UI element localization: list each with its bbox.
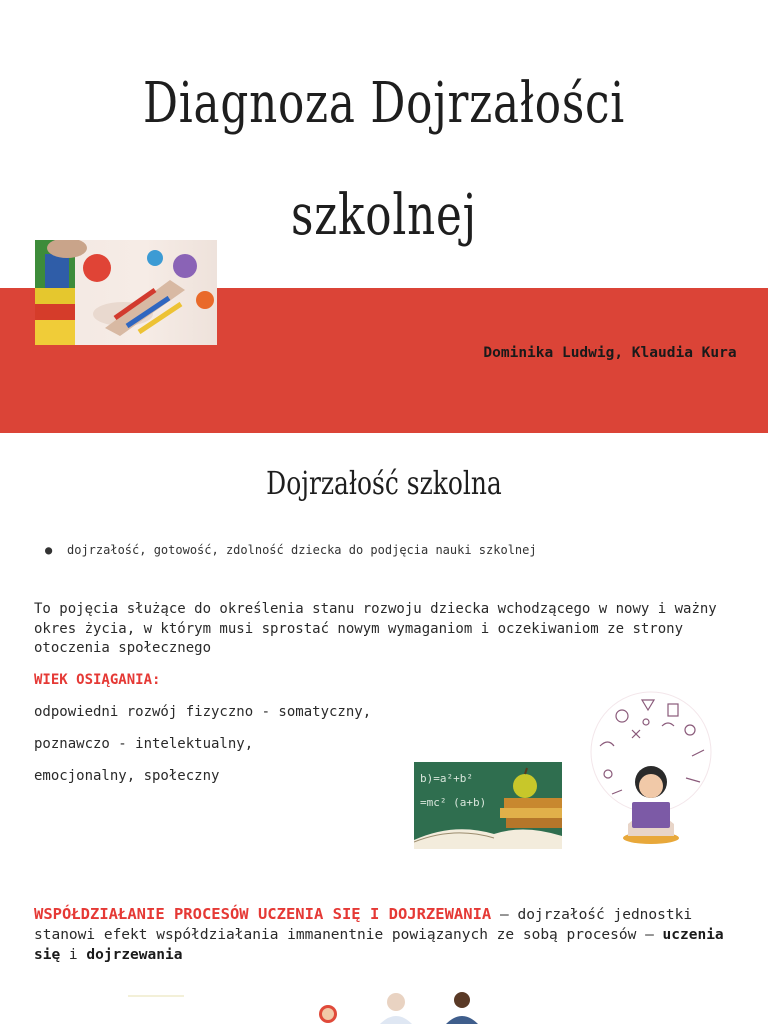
age-item-2: poznawczo - intelektualny, [34,736,254,752]
cooperation-paragraph [34,904,734,965]
girl-laptop-illustration [582,686,720,846]
cooperation-dash: – [491,907,518,923]
title-line-2: szkolnej [291,183,477,248]
bullet-dot-icon: ● [45,543,53,557]
svg-text:b)=a²+b²: b)=a²+b² [420,772,473,785]
cooperation-text-a: dojrzałość jednostki stanowi efekt współdziałania immanentnie powiązanych ze sobą procesów – [34,907,693,943]
svg-text:=mc² (a+b): =mc² (a+b) [420,796,487,809]
children-paint-photo [35,240,217,345]
authors: Dominika Ludwig, Klaudia Kura [483,345,737,361]
intro-paragraph: To pojęcia służące do określenia stanu rozwoju dziecka wchodzącego w nowy i ważny okres życia, w którym musi sprostać nowym wymaganiom i oczekiwaniom ze strony otoczenia społecznego [34,601,717,656]
age-item-3: emocjonalny, społeczny [34,768,220,784]
bullet-text: dojrzałość, gotowość, zdolność dziecka do podjęcia nauki szkolnej [67,543,537,557]
books-apple-photo [414,762,562,849]
cooperation-bold-maturing: dojrzewania [86,947,183,963]
cooperation-text-b: i [60,947,87,963]
bullet-item [45,543,537,557]
decorative-line [128,995,184,997]
people-figures-illustration [300,990,520,1024]
age-item-1: odpowiedni rozwój fizyczno - somatyczny, [34,704,372,720]
cooperation-bold-learning: uczenia się [34,927,724,963]
page-title [84,48,683,272]
title-line-1: Diagnoza Dojrzałości [142,71,626,136]
cooperation-heading: WSPÓŁDZIAŁANIE PROCESÓW UCZENIA SIĘ I DOJRZEWANIA [34,905,492,923]
age-heading: WIEK OSIĄGANIA: [34,672,161,688]
section-title: Dojrzałość szkolna [266,464,502,502]
